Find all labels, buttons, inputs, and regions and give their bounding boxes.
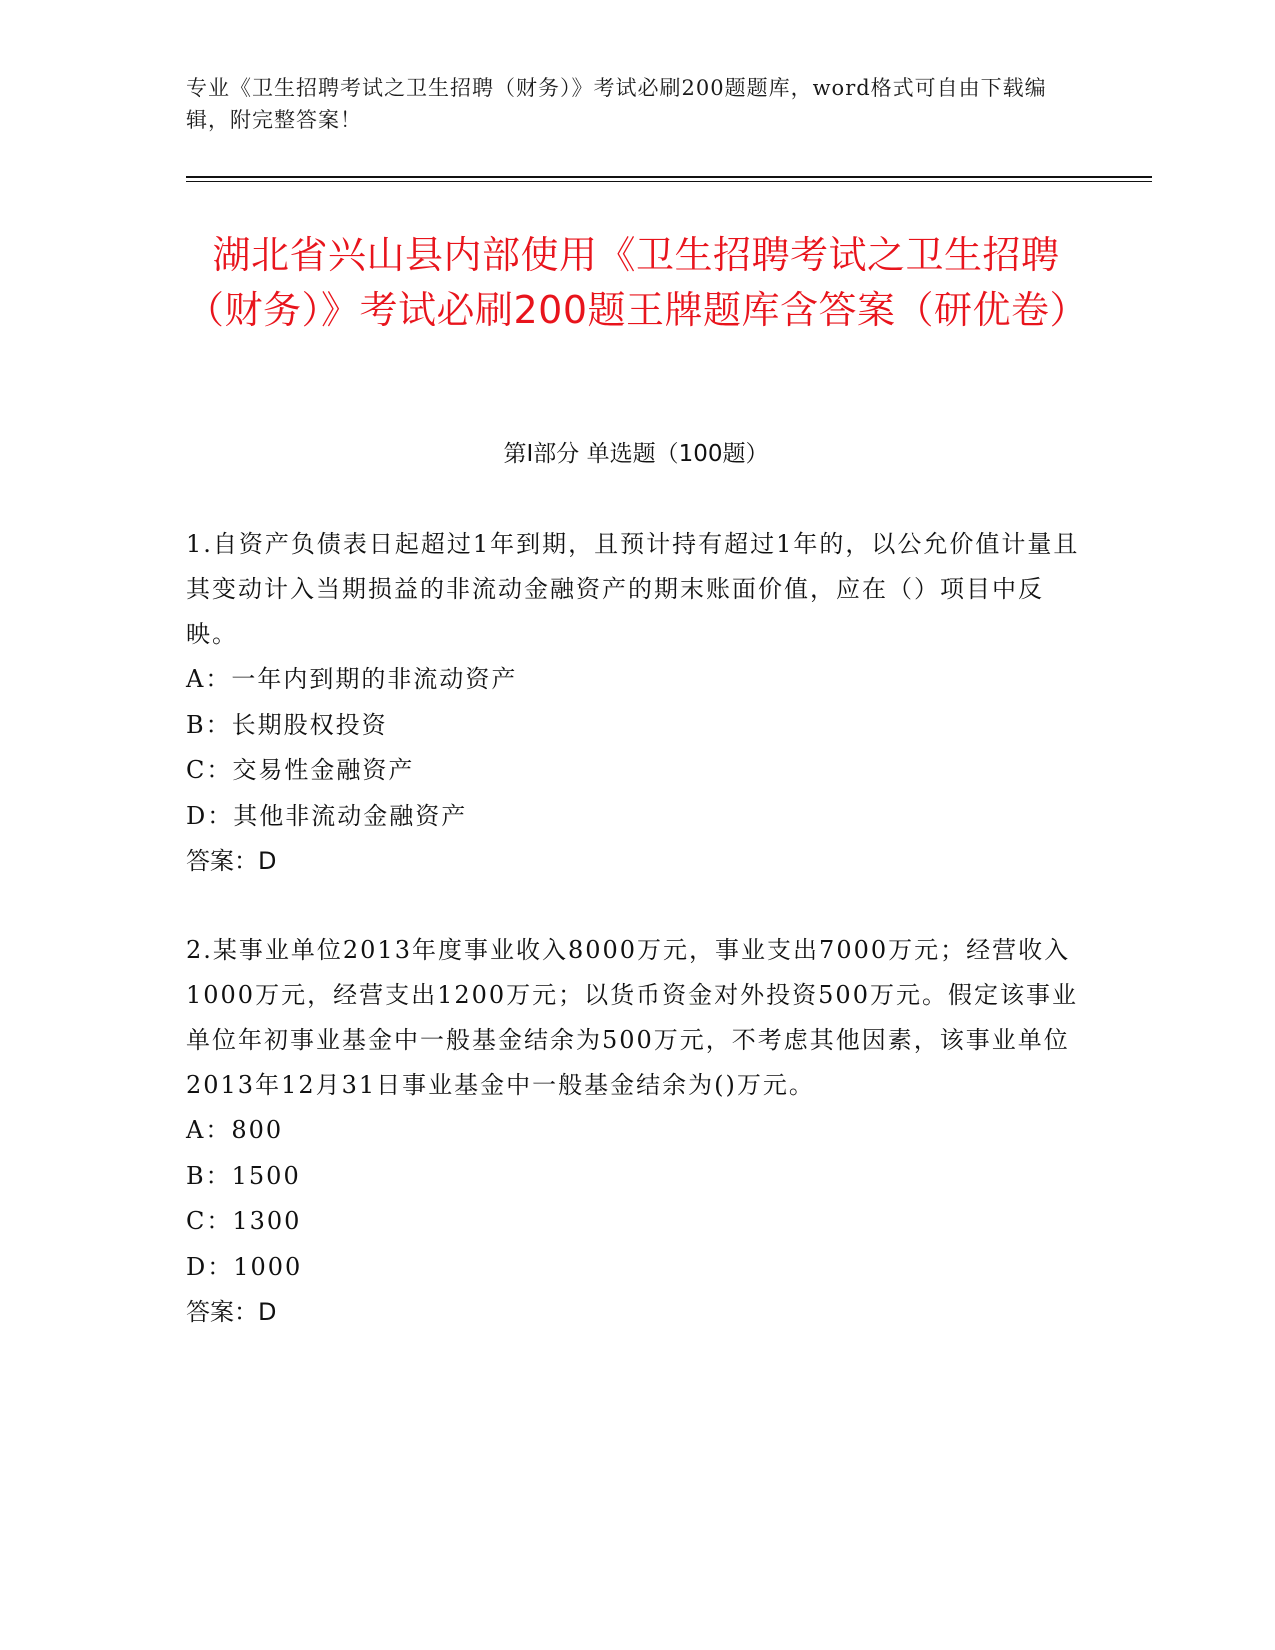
option-b: B：长期股权投资 — [186, 710, 388, 739]
header-divider — [186, 176, 1152, 178]
option-d: D：其他非流动金融资产 — [186, 801, 468, 830]
question-stem: 1.自资产负债表日起超过1年到期，且预计持有超过1年的，以公允价值计量且其变动计入当期损益的非流动金融资产的期末账面价值，应在（）项目中反映。 — [186, 530, 1080, 648]
option-c: C：交易性金融资产 — [186, 756, 415, 784]
option-c: C：1300 — [186, 1207, 302, 1235]
question-2 — [186, 928, 1086, 1335]
answer: 答案：D — [186, 847, 277, 875]
option-d: D：1000 — [186, 1252, 303, 1281]
header-note: 专业《卫生招聘考试之卫生招聘（财务）》考试必刷200题题库，word格式可自由下载编辑，附完整答案！ — [186, 76, 1047, 132]
question-stem: 2.某事业单位2013年度事业收入8000万元，事业支出7000万元；经营收入1000万元，经营支出1200万元；以货币资金对外投资500万元。假定该事业单位年初事业基金中一般基金结余为500万元，不考虑其他因素，该事业单位2013年12月31日事业基金中一般基金结余为()万元。 — [186, 936, 1078, 1099]
section-title: 第Ⅰ部分 单选题（100题） — [503, 441, 769, 467]
document-title: 湖北省兴山县内部使用《卫生招聘考试之卫生招聘（财务）》考试必刷200题王牌题库含答案（研优卷） — [186, 233, 1089, 332]
header-divider-thin — [186, 181, 1152, 182]
option-a: A：800 — [186, 1116, 284, 1144]
answer: 答案：D — [186, 1298, 277, 1326]
option-b: B：1500 — [186, 1161, 301, 1190]
question-1 — [186, 522, 1086, 884]
option-a: A：一年内到期的非流动资产 — [186, 665, 518, 693]
